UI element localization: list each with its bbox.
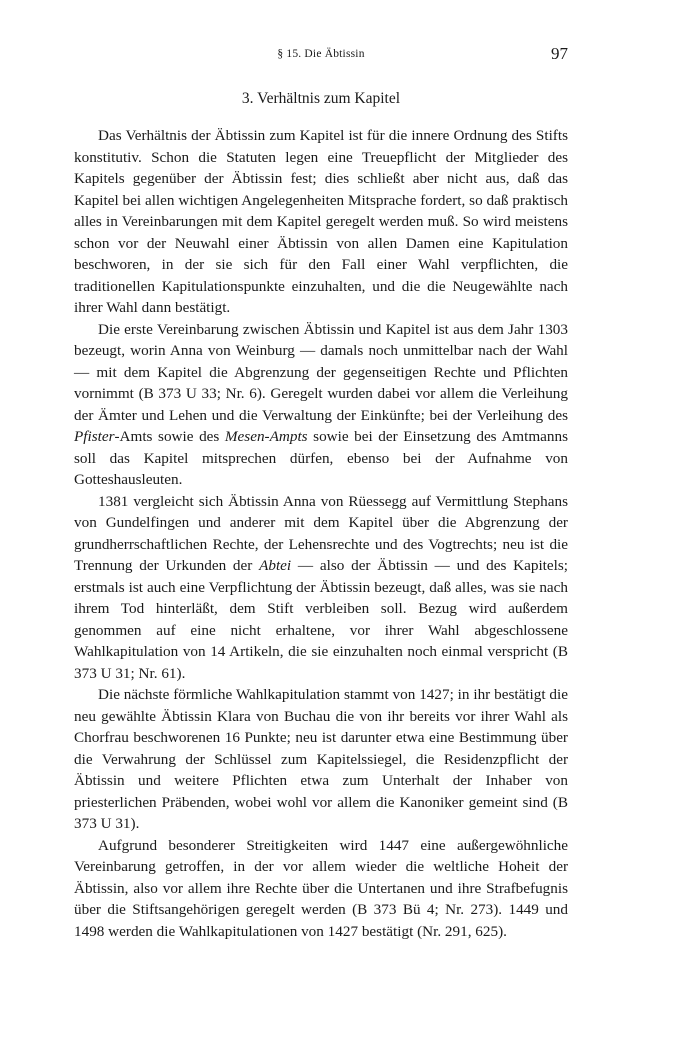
paragraph-text: — also der Äbtissin — und des Kapitels; erstmals ist auch eine Verpflichtung der Äbtissin bezeugt, daß alles, was sie nach ihrem Tod hinterläßt, dem Stift verbleiben soll. Bezug wird außerdem genommen auf eine nicht erhaltene, vor ihrer Wahl abgeschlossene Wahlkapitulation von 14 Artikeln, die sie einzuhalten noch einmal verspricht (B 373 U 31; Nr. 61). [74, 557, 568, 682]
paragraph-text: 1381 vergleicht sich Äbtissin Anna von Rüessegg auf Vermittlung Stephans von Gundelfingen und anderer mit dem Kapitel über die Abgrenzung der grundherrschaftlichen Rechte, der Lehensrechte und des Vogtrechts; neu ist die Trennung der Urkunden der [74, 492, 568, 574]
running-head [74, 44, 568, 68]
paragraph-text: Die erste Vereinbarung zwischen Äbtissin und Kapitel ist aus dem Jahr 1303 bezeugt, worin Anna von Weinburg — damals noch unmittelbar nach der Wahl — mit dem Kapitel die Abgrenzung der gegenseitigen Rechte und Pflichten vornimmt (B 373 U 33; Nr. 6). Geregelt wurden dabei vor allem die Verleihung der Ämter und Lehen und die Verwaltung der Einkünfte; bei der Verleihung des [74, 320, 568, 424]
paragraph [74, 125, 568, 319]
paragraph [74, 835, 568, 943]
paragraph-text: Das Verhältnis der Äbtissin zum Kapitel ist für die innere Ordnung des Stifts konstitutiv. Schon die Statuten legen eine Treuepflicht der Mitglieder des Kapitels gegenüber der Äbtissin fest; dies schließt aber nicht aus, daß das Kapitel bei allen wichtigen Angelegenheiten Mitsprache fordert, so daß praktisch alles in Vereinbarungen mit dem Kapitel geregelt werden muß. So wird meistens schon vor der Neuwahl einer Äbtissin von allen Damen eine Kapitulation beschworen, in der sie sich für den Fall einer Wahl verpflichten, die traditionellen Kapitulationspunkte einzuhalten, und die die Neugewählte nach ihrer Wahl dann bestätigt. [74, 127, 568, 316]
italic-term: Mesen-Ampts [224, 428, 308, 445]
paragraph-text: sowie bei der Einsetzung des Amtmanns soll das Kapitel mitsprechen dürfen, ebenso bei der Aufnahme von Gotteshausleuten. [74, 428, 568, 488]
page-number: 97 [551, 44, 568, 63]
paragraph-text: Die nächste förmliche Wahlkapitulation stammt von 1427; in ihr bestätigt die neu gewählte Äbtissin Klara von Buchau die von ihr bereits vor ihrer Wahl als Chorfrau beschworenen 16 Punkte; neu ist darunter etwa eine Bestimmung über die Verwahrung der Schlüssel zum Kapitelssiegel, die Residenzpflicht der Äbtissin und weitere Pflichten etwa zum Unterhalt der Inhaber von priesterlichen Präbenden, wobei wohl vor allem die Kanoniker gemeint sind (B 373 U 31). [74, 686, 568, 832]
body-text [74, 125, 568, 942]
paragraph [74, 491, 568, 685]
paragraph [74, 319, 568, 491]
running-title: § 15. Die Äbtissin [277, 48, 365, 60]
section-heading: 3. Verhältnis zum Kapitel [241, 90, 401, 107]
paragraph [74, 684, 568, 835]
italic-term: Pfister [74, 428, 115, 445]
italic-term: Abtei [259, 557, 292, 574]
paragraph-text: -Amts sowie des [114, 428, 225, 445]
paragraph-text: Aufgrund besonderer Streitigkeiten wird 1447 eine außergewöhnliche Vereinbarung getroffen, in der vor allem wieder die weltliche Hoheit der Äbtissin, also vor allem ihre Rechte über die Untertanen und ihre Strafbefugnis über die Stiftsangehörigen geregelt werden (B 373 Bü 4; Nr. 273). 1449 und 1498 werden die Wahlkapitulationen von 1427 bestätigt (Nr. 291, 625). [74, 836, 568, 940]
